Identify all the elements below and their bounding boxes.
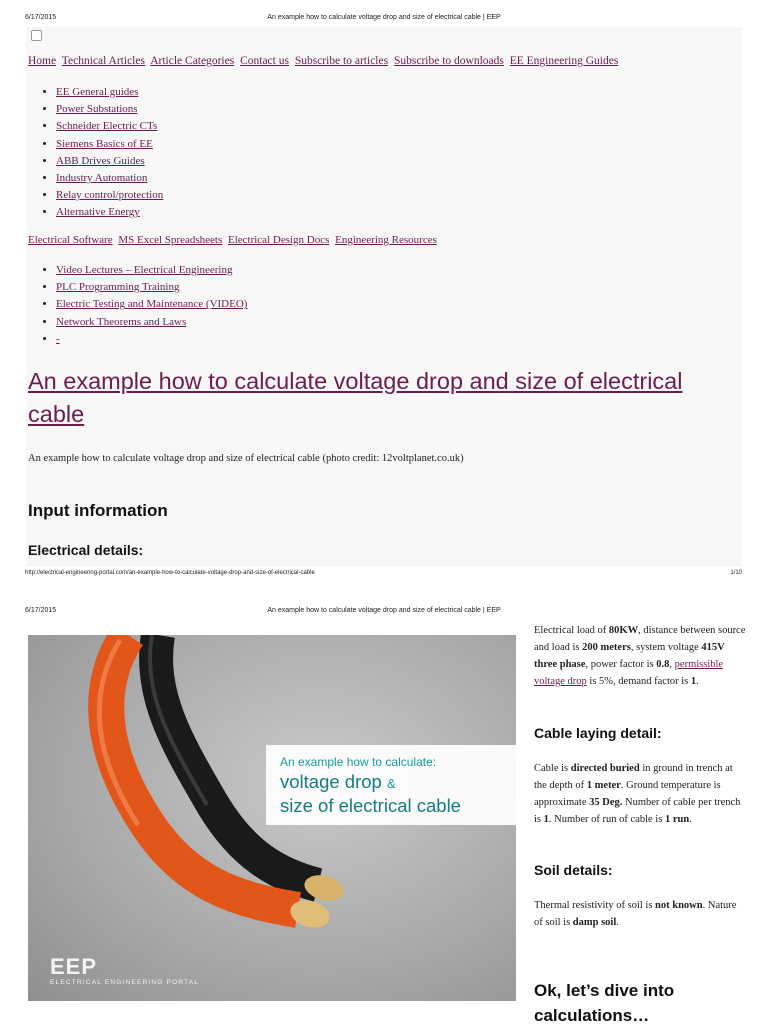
nav-engineering-resources[interactable]: Engineering Resources bbox=[335, 234, 437, 246]
heading-input-information: Input information bbox=[28, 501, 168, 520]
list-item bbox=[56, 296, 247, 313]
menu-link-schneider-cts[interactable]: Schneider Electric CTs bbox=[56, 120, 158, 133]
bold-value: 80KW bbox=[608, 625, 639, 636]
text-span: , distance between source and load is bbox=[534, 625, 746, 653]
menu-link-dash[interactable]: - bbox=[56, 332, 60, 345]
heading-soil-details: Soil details: bbox=[534, 862, 613, 878]
bold-value: 415V three phase bbox=[534, 642, 725, 670]
overlay-voltage-drop: voltage drop bbox=[280, 771, 382, 792]
list-item bbox=[56, 279, 247, 296]
heading-cable-laying: Cable laying detail: bbox=[534, 725, 662, 741]
logo-mark: EEP bbox=[50, 954, 98, 979]
list-item bbox=[56, 84, 163, 101]
list-item bbox=[56, 118, 163, 135]
print-header bbox=[0, 14, 768, 28]
menu-link-siemens[interactable]: Siemens Basics of EE bbox=[56, 137, 153, 150]
nav-design-docs[interactable]: Electrical Design Docs bbox=[227, 234, 330, 246]
bold-value: 1 bbox=[690, 676, 697, 687]
guides-menu bbox=[26, 84, 163, 222]
bold-value: 200 meters bbox=[582, 642, 631, 653]
nav-excel-spreadsheets[interactable]: MS Excel Spreadsheets bbox=[118, 234, 223, 246]
text-span: is 5%, demand factor is bbox=[586, 676, 691, 687]
heading-dive-into-calculations: Ok, let’s dive into calculations… bbox=[534, 981, 675, 1025]
heading-electrical-details: Electrical details: bbox=[28, 542, 144, 558]
menu-link-plc-training[interactable]: PLC Programming Training bbox=[56, 281, 180, 294]
image-overlay bbox=[266, 745, 516, 825]
bold-value: 0.8 bbox=[656, 659, 670, 670]
bold-value: 1 bbox=[543, 814, 549, 825]
bold-value: 1 run bbox=[664, 814, 690, 825]
text-span: Electrical load of bbox=[534, 625, 609, 636]
list-item bbox=[56, 153, 163, 170]
nav-article-categories[interactable]: Article Categories bbox=[150, 55, 235, 67]
text-span: Cable is bbox=[534, 763, 571, 774]
electrical-details-text bbox=[534, 622, 746, 690]
soil-details-text bbox=[534, 897, 746, 931]
bold-value: directed buried bbox=[570, 763, 640, 774]
bold-value: not known bbox=[655, 900, 703, 911]
menu-link-relay-control[interactable]: Relay control/protection bbox=[56, 189, 164, 202]
nav-subscribe-articles[interactable]: Subscribe to articles bbox=[294, 55, 389, 67]
print-title: An example how to calculate voltage drop and size of electrical cable | EEP bbox=[267, 14, 501, 21]
page-number: 1/10 bbox=[730, 570, 742, 576]
nav-home[interactable]: Home bbox=[28, 55, 57, 67]
nav-ee-guides[interactable]: EE Engineering Guides bbox=[509, 55, 619, 67]
overlay-line-1: An example how to calculate: bbox=[280, 755, 437, 769]
list-item bbox=[56, 204, 163, 221]
list-item bbox=[56, 101, 163, 118]
print-header bbox=[0, 607, 768, 621]
list-item bbox=[56, 331, 247, 348]
menu-link-video-lectures[interactable]: Video Lectures – Electrical Engineering bbox=[56, 264, 233, 276]
menu-link-network-theorems[interactable]: Network Theorems and Laws bbox=[56, 315, 187, 328]
menu-link-electric-testing[interactable]: Electric Testing and Maintenance (VIDEO) bbox=[56, 298, 248, 311]
resources-menu bbox=[26, 262, 247, 348]
text-span: Thermal resistivity of soil is bbox=[534, 900, 656, 911]
text-span: . bbox=[696, 676, 699, 687]
text-span: . bbox=[689, 814, 692, 825]
nav-contact-us[interactable]: Contact us bbox=[240, 55, 289, 67]
print-date: 6/17/2015 bbox=[25, 14, 57, 21]
nav-electrical-software[interactable]: Electrical Software bbox=[28, 234, 113, 246]
footer-url: http://electrical-engineering-portal.com/an-example-how-to-calculate-voltage-drop-and-size-of-electrical-cable bbox=[25, 570, 315, 576]
list-item bbox=[56, 136, 163, 153]
text-span: . Number of run of cable is bbox=[548, 814, 665, 825]
eep-logo bbox=[50, 954, 200, 986]
content-panel bbox=[26, 27, 742, 567]
print-footer bbox=[0, 570, 768, 582]
secondary-navigation bbox=[28, 234, 440, 246]
article-title[interactable]: An example how to calculate voltage drop and size of electrical cable bbox=[28, 368, 683, 427]
menu-link-power-substations[interactable]: Power Substations bbox=[56, 103, 138, 116]
nav-subscribe-downloads[interactable]: Subscribe to downloads bbox=[393, 55, 504, 67]
top-navigation bbox=[28, 55, 621, 67]
text-span: , bbox=[669, 659, 675, 670]
text-span: . Nature of soil is bbox=[534, 900, 737, 928]
print-date: 6/17/2015 bbox=[25, 607, 57, 614]
list-item bbox=[56, 187, 163, 204]
text-span: . bbox=[616, 917, 619, 928]
text-span: Number of cable per trench is bbox=[534, 797, 741, 825]
list-item bbox=[56, 262, 247, 279]
overlay-ampersand: & bbox=[386, 776, 396, 791]
permissible-voltage-drop-link[interactable]: permissible voltage drop bbox=[534, 659, 724, 687]
cable-laying-text bbox=[534, 760, 746, 828]
nav-technical-articles[interactable]: Technical Articles bbox=[61, 55, 145, 67]
menu-link-abb-drives[interactable]: ABB Drives Guides bbox=[56, 154, 145, 167]
overlay-size-of-cable: size of electrical cable bbox=[280, 795, 461, 816]
text-span: , system voltage bbox=[630, 642, 702, 653]
text-span: . Ground temperature is approximate bbox=[534, 780, 721, 808]
list-item bbox=[56, 314, 247, 331]
menu-link-ee-general[interactable]: EE General guides bbox=[56, 86, 139, 98]
list-item bbox=[56, 170, 163, 187]
text-span: , power factor is bbox=[585, 659, 657, 670]
overlay-title bbox=[280, 771, 461, 817]
print-title: An example how to calculate voltage drop and size of electrical cable | EEP bbox=[267, 607, 501, 614]
photo-caption: An example how to calculate voltage drop and size of electrical cable (photo credit: 12voltplanet.co.uk) bbox=[28, 453, 464, 464]
logo-subtitle: ELECTRICAL ENGINEERING PORTAL bbox=[50, 979, 200, 986]
menu-checkbox[interactable] bbox=[31, 30, 42, 41]
article-photo bbox=[28, 635, 516, 1001]
bold-value: damp soil bbox=[572, 917, 617, 928]
menu-link-industry-automation[interactable]: Industry Automation bbox=[56, 172, 148, 185]
bold-value: 35 Deg. bbox=[589, 797, 623, 808]
menu-link-alternative-energy[interactable]: Alternative Energy bbox=[56, 206, 140, 219]
bold-value: 1 meter bbox=[586, 780, 621, 791]
text-span: in ground in trench at the depth of bbox=[534, 763, 733, 791]
